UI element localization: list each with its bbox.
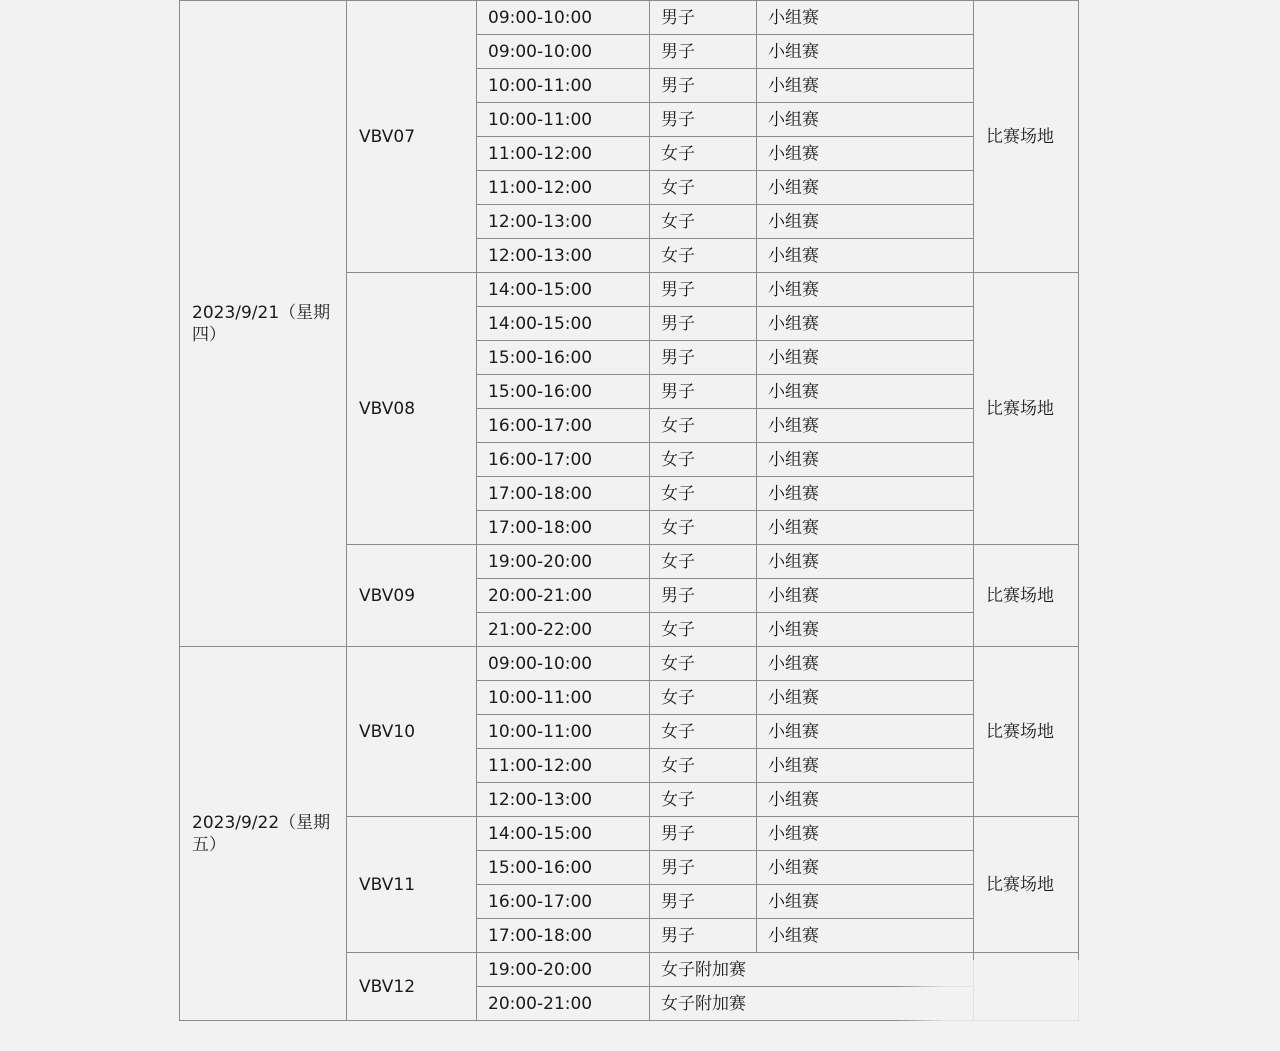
gender-cell: 男子 — [650, 1, 757, 35]
gender-cell: 男子 — [650, 307, 757, 341]
gender-cell: 男子 — [650, 851, 757, 885]
time-cell: 09:00-10:00 — [477, 1, 650, 35]
stage-cell: 小组赛 — [757, 205, 974, 239]
time-cell: 20:00-21:00 — [477, 987, 650, 1021]
time-cell: 14:00-15:00 — [477, 273, 650, 307]
gender-cell: 女子 — [650, 171, 757, 205]
time-cell: 19:00-20:00 — [477, 545, 650, 579]
stage-cell: 小组赛 — [757, 613, 974, 647]
time-cell: 15:00-16:00 — [477, 341, 650, 375]
session-code-cell: VBV07 — [347, 1, 477, 273]
gender-cell: 女子 — [650, 137, 757, 171]
time-cell: 12:00-13:00 — [477, 239, 650, 273]
table-row — [180, 1, 1079, 35]
stage-cell: 小组赛 — [757, 171, 974, 205]
time-cell: 16:00-17:00 — [477, 443, 650, 477]
session-code-cell: VBV09 — [347, 545, 477, 647]
stage-cell: 小组赛 — [757, 341, 974, 375]
time-cell: 17:00-18:00 — [477, 511, 650, 545]
gender-cell: 女子 — [650, 783, 757, 817]
time-cell: 15:00-16:00 — [477, 375, 650, 409]
gender-cell: 男子 — [650, 817, 757, 851]
gender-cell: 女子 — [650, 749, 757, 783]
date-cell: 2023/9/22（星期五） — [180, 647, 347, 1021]
time-cell: 09:00-10:00 — [477, 35, 650, 69]
time-cell: 15:00-16:00 — [477, 851, 650, 885]
time-cell: 17:00-18:00 — [477, 477, 650, 511]
time-cell: 12:00-13:00 — [477, 783, 650, 817]
gender-cell: 女子 — [650, 715, 757, 749]
session-code-cell: VBV12 — [347, 953, 477, 1021]
gender-cell: 男子 — [650, 103, 757, 137]
stage-cell: 小组赛 — [757, 885, 974, 919]
gender-cell: 女子 — [650, 681, 757, 715]
time-cell: 10:00-11:00 — [477, 103, 650, 137]
stage-cell: 小组赛 — [757, 273, 974, 307]
gender-cell: 男子 — [650, 341, 757, 375]
stage-cell: 小组赛 — [757, 681, 974, 715]
session-code-cell: VBV10 — [347, 647, 477, 817]
venue-cell: 比赛场地 — [974, 545, 1079, 647]
time-cell: 10:00-11:00 — [477, 681, 650, 715]
gender-cell: 男子 — [650, 69, 757, 103]
event-cell: 女子附加赛 — [650, 953, 974, 987]
gender-cell: 女子 — [650, 647, 757, 681]
venue-cell: 比赛场地 — [974, 817, 1079, 953]
time-cell: 16:00-17:00 — [477, 885, 650, 919]
schedule-body — [180, 1, 1079, 1021]
gender-cell: 男子 — [650, 273, 757, 307]
time-cell: 09:00-10:00 — [477, 647, 650, 681]
time-cell: 14:00-15:00 — [477, 307, 650, 341]
gender-cell: 女子 — [650, 239, 757, 273]
venue-cell: 比赛场地 — [974, 647, 1079, 817]
time-cell: 12:00-13:00 — [477, 205, 650, 239]
venue-cell: 比赛场地 — [974, 1, 1079, 273]
time-cell: 14:00-15:00 — [477, 817, 650, 851]
stage-cell: 小组赛 — [757, 579, 974, 613]
time-cell: 20:00-21:00 — [477, 579, 650, 613]
time-cell: 11:00-12:00 — [477, 137, 650, 171]
gender-cell: 女子 — [650, 205, 757, 239]
time-cell: 10:00-11:00 — [477, 69, 650, 103]
stage-cell: 小组赛 — [757, 477, 974, 511]
time-cell: 16:00-17:00 — [477, 409, 650, 443]
stage-cell: 小组赛 — [757, 69, 974, 103]
stage-cell: 小组赛 — [757, 919, 974, 953]
time-cell: 17:00-18:00 — [477, 919, 650, 953]
gender-cell: 女子 — [650, 477, 757, 511]
stage-cell: 小组赛 — [757, 817, 974, 851]
session-code-cell: VBV11 — [347, 817, 477, 953]
stage-cell: 小组赛 — [757, 545, 974, 579]
gender-cell: 女子 — [650, 409, 757, 443]
session-code-cell: VBV08 — [347, 273, 477, 545]
stage-cell: 小组赛 — [757, 749, 974, 783]
time-cell: 21:00-22:00 — [477, 613, 650, 647]
time-cell: 11:00-12:00 — [477, 749, 650, 783]
gender-cell: 男子 — [650, 885, 757, 919]
stage-cell: 小组赛 — [757, 103, 974, 137]
time-cell: 19:00-20:00 — [477, 953, 650, 987]
stage-cell: 小组赛 — [757, 239, 974, 273]
table-row — [180, 647, 1079, 681]
stage-cell: 小组赛 — [757, 1, 974, 35]
schedule-table — [179, 0, 1079, 1021]
gender-cell: 男子 — [650, 579, 757, 613]
gender-cell: 男子 — [650, 35, 757, 69]
venue-cell: 比赛场地 — [974, 273, 1079, 545]
stage-cell: 小组赛 — [757, 715, 974, 749]
gender-cell: 女子 — [650, 613, 757, 647]
stage-cell: 小组赛 — [757, 783, 974, 817]
gender-cell: 女子 — [650, 443, 757, 477]
stage-cell: 小组赛 — [757, 35, 974, 69]
stage-cell: 小组赛 — [757, 307, 974, 341]
stage-cell: 小组赛 — [757, 409, 974, 443]
time-cell: 10:00-11:00 — [477, 715, 650, 749]
gender-cell: 女子 — [650, 545, 757, 579]
gender-cell: 女子 — [650, 511, 757, 545]
stage-cell: 小组赛 — [757, 851, 974, 885]
stage-cell: 小组赛 — [757, 511, 974, 545]
stage-cell: 小组赛 — [757, 443, 974, 477]
gender-cell: 男子 — [650, 919, 757, 953]
gender-cell: 男子 — [650, 375, 757, 409]
time-cell: 11:00-12:00 — [477, 171, 650, 205]
stage-cell: 小组赛 — [757, 137, 974, 171]
stage-cell: 小组赛 — [757, 647, 974, 681]
event-cell: 女子附加赛 — [650, 987, 974, 1021]
date-cell: 2023/9/21（星期四） — [180, 1, 347, 647]
venue-cell — [974, 953, 1079, 1021]
stage-cell: 小组赛 — [757, 375, 974, 409]
